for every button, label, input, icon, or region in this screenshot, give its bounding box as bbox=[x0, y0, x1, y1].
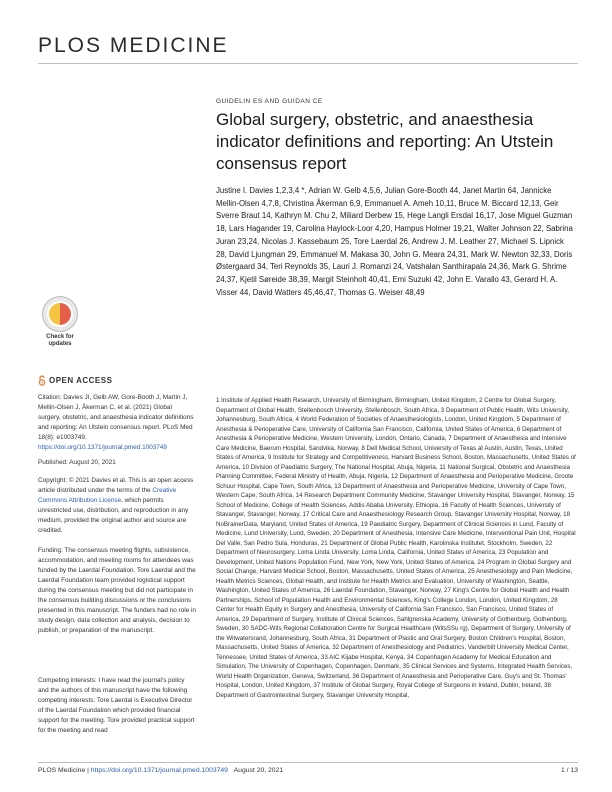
article-section-label: GUIDELIN ES AND GUIDAN CE bbox=[216, 98, 323, 105]
funding-statement: Funding: The consensus meeting flights, subsistence, accommodation, and meeting rooms for attendees was funded by the Laerdal Foundation. Tore Laerdal and the Laerdal Foundation team provided logistical support during the consensus meeting but did not participate in the consensus building discussions or the conclusions presented in this manuscript. The funders had no role in study design, data collection and analysis, decision to publish, or preparation of the manuscript. bbox=[38, 547, 196, 634]
citation-block bbox=[38, 393, 196, 453]
footer-doi-link[interactable]: https://doi.org/10.1371/journal.pmed.1003749 bbox=[90, 767, 228, 774]
author-list: Justine I. Davies 1,2,3,4 *, Adrian W. Gelb 4,5,6, Julian Gore-Booth 44, Janet Martin 64, Jannicke Mellin-Olsen 4,7,8, Christina Åkerman 6,9, Emmanuel A. Ameh 10,11, Bruce M. Biccard 12,13, Geir Sverre Braut 14, Kathryn M. Chu 2, Miliard Derbew 15, Hege Langli Ersdal 16,17, Jose Miguel Guzman 18, Lars Hagander 19, Carolina Haylock-Loor 4,20, Hampus Holmer 19,21, Walter Johnson 22, Sabrina Juran 23,24, Nicolas J. Kassebaum 25, Tore Laerdal 26, Andrew J. M. Leather 27, Michael S. Lipnick 28, David Ljungman 29, Emmanuel M. Makasa 30, John G. Meara 24,31, Mark W. Newton 32,33, Doris Østergaard 34, Teri Reynolds 35, Lauri J. Romanzi 24, Vatshalan Santhirapala 24,36, Mark G. Shrime 24,37, Kjetil Søreide 38,39, Margit Steinholt 40,41, Emi Suzuki 42, John E. Varallo 43, Gerard H. A. Visser 44, David Watters 45,46,47, Thomas G. Weiser 48,49 bbox=[216, 186, 573, 297]
check-for-updates-badge[interactable] bbox=[40, 296, 80, 352]
footer-date: August 20, 2021 bbox=[233, 767, 284, 774]
copyright-rest: , which permits unrestricted use, distribution, and reproduction in any medium, provided the original author and source are credited. bbox=[38, 497, 189, 534]
published-date: Published: August 20, 2021 bbox=[38, 459, 116, 466]
footer-separator: | bbox=[87, 767, 89, 774]
footer-left bbox=[38, 767, 283, 774]
footer-journal: PLOS Medicine bbox=[38, 767, 86, 774]
check-updates-label: Check for updates bbox=[46, 334, 74, 347]
citation-doi-link[interactable]: https://doi.org/10.1371/journal.pmed.1003749 bbox=[38, 444, 167, 451]
affiliations: 1 Institute of Applied Health Research, University of Birmingham, Birmingham, United Kingdom, 2 Centre for Global Surgery, Department of Global Health, Stellenbosch University, Stellenbosch, South Africa, 3 Department of Public Health, Wits University, Johannesburg, South Africa, 4 World Federation of Societies of Anaesthesiologists, London, United Kingdom, 5 Department of Anesthesia & Perioperative Care, University of California San Francisco, California, United States of America, 6 Department of Anesthesia & Perioperative Medicine, Western University, London, Ontario, Canada, 7 Department of Anaesthesia and Intensive Care Medicine, Baerum Hospital, Sandvika, Norway, 8 Dell Medical School, University of Texas at Austin, Austin, Texas, United States of America, 9 Institute for Strategy and Competitiveness, Harvard Business School, Boston, Massachusetts, United States of America, 10 Division of Paediatric Surgery, The National Hospital, Abuja, Nigeria, 11 National Surgical, Obstetric and Anaesthesia Planning Committee, Federal Ministry of Health, Abuja, Nigeria, 12 Department of Anaesthesia and Perioperative Medicine, Groote Schuur Hospital, Cape Town, South Africa, 13 Department of Anaesthesia and Perioperative Medicine, University of Cape Town, Western Cape, South Africa, 14 Research Department Community Medicine, Stavanger University Hospital, Stavanger, Norway, 15 School of Medicine, College of Health Sciences, Addis Ababa University, Ethiopia, 16 Faculty of Health Sciences, University of Stavanger, Stavanger, Norway, 17 Critical Care and Anaesthesiology Research Group, Stavanger University Hospital, Norway, 18 NoBrainerData, Maryland, United States of America, 19 Paediatric Surgery, Department of Clinical Sciences in Lund, Faculty of Medicine, Lund University, Lund, Sweden, 20 Department of Anesthesia, Intensive Care Medicine, Interventional Pain Unit, Hospital Del Valle, San Pedro Sula, Honduras, 21 Department of Global Public Health, Karolinska Institutet, Stockholm, Sweden, 22 Department of Neurosurgery, Loma Linda University, Loma Linda, California, United States of America, 23 Population and Development, United Nations Population Fund, New York, New York, United States of America, 24 Program in Global Surgery and Social Change, Harvard Medical School, Boston, Massachusetts, United States of America, 25 Anesthesiology and Pain Medicine, Health Metrics Sciences, Global Health, and Institute for Health Metrics and Evaluation, University of Washington, Seattle, Washington, United States of America, 26 Laerdal Foundation, Stavanger, Norway, 27 King's Centre for Global Health and Health Partnerships, School of Population Health and Environmental Sciences, King's College London, London, United Kingdom, 28 Center for Health Equity in Surgery and Anesthesia, University of California San Francisco, San Francisco, United States of America, 29 Department of Surgery, Institute of Clinical Sciences, Sahlgrenska Academy, University of Gothenburg, Gothenburg, Sweden, 30 SADC-Wits Regional Collaboration Centre for Surgical Healthcare (WitsSSu rg), Department of Surgery, University of the Witwatersrand, Johannesburg, South Africa, 31 Department of Plastic and Oral Surgery, Boston Children's Hospital, Boston, Massachusetts, United States of America, 32 Department of Anesthesiology and Pediatrics, Vanderbilt University Medical Center, Tennessee, United States of America, 33 AIC Kijabe Hospital, Kenya, 34 Copenhagen Academy for Medical Education and Simulation, The University of Copenhagen, Copenhagen, Denmark, 35 Clinical Services and Systems, Integrated Health Services, World Health Organization, Geneva, Switzerland, 36 Department of Anaesthesia and Perioperative Care, Guy's and St. Thomas' Hospital, London, United Kingdom, 37 Institute of Global Surgery, Royal College of Surgeons in Ireland, Dublin, Ireland, 38 Department of Gastrointestinal Surgery, Stavanger University Hospital, bbox=[216, 397, 576, 699]
footer-divider bbox=[38, 762, 578, 763]
page-number: 1 / 13 bbox=[560, 767, 578, 774]
competing-interests: Competing interests: I have read the journal's policy and the authors of this manuscript have the following competing interests: Tore Laerdal is Executive Director of the Laerdal Foundation which provided financial support for the meeting. Tore provided practical support for the meeting and read bbox=[38, 677, 195, 734]
citation-text: Davies JI, Gelb AW, Gore-Booth J, Martin J, Mellin-Olsen J, Åkerman C, et al. (2021) Global surgery, obstetric, and anaesthesia indicator definitions and reporting: An Utstein consensus report. PLoS Med 18(8): e1003749. bbox=[38, 394, 194, 441]
license-link[interactable]: Creative Commons Attribution License bbox=[38, 487, 177, 504]
open-lock-icon bbox=[38, 375, 46, 386]
page-footer bbox=[38, 767, 578, 774]
masthead-divider bbox=[38, 63, 578, 64]
journal-masthead: PLOS MEDICINE bbox=[38, 34, 229, 57]
check-updates-icon bbox=[42, 296, 78, 332]
copyright-text: Copyright: © 2021 Davies et al. This is an open access article distributed under the terms of the bbox=[38, 477, 194, 494]
article-title: Global surgery, obstetric, and anaesthesia indicator definitions and reporting: An Utstein consensus report bbox=[216, 110, 554, 173]
open-access-label bbox=[38, 375, 112, 386]
citation-label: Citation: bbox=[38, 394, 62, 401]
copyright-block bbox=[38, 476, 196, 536]
open-access-text: OPEN ACCESS bbox=[49, 376, 113, 385]
